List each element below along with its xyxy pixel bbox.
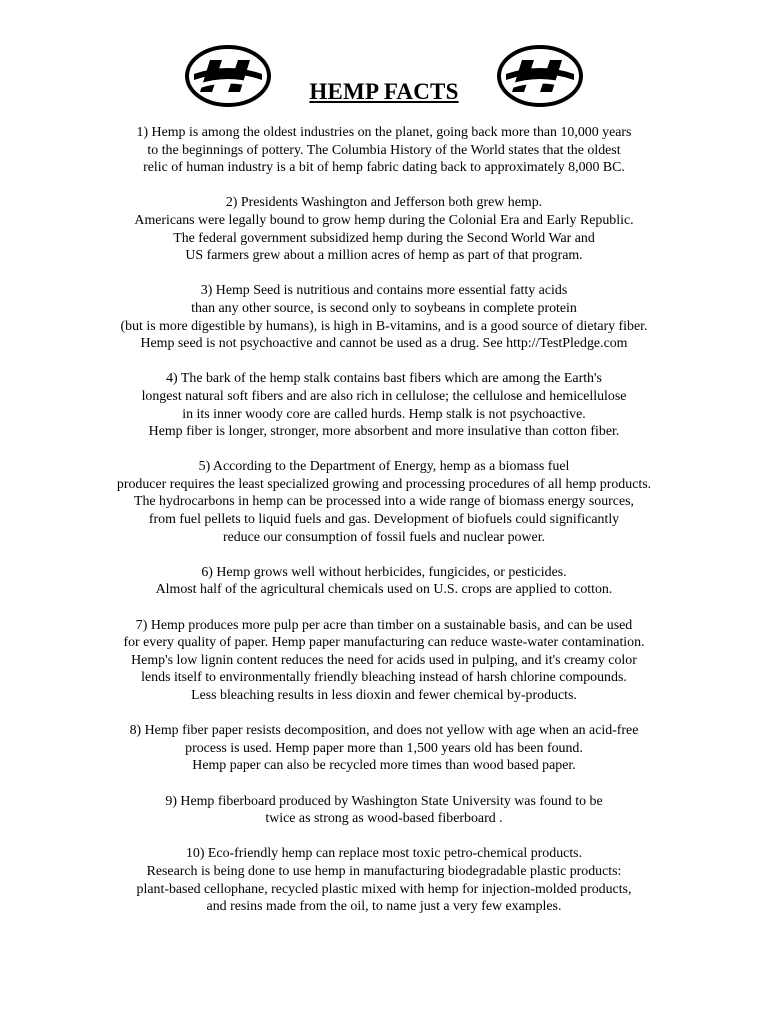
fact-line: 8) Hemp fiber paper resists decomposition, and does not yellow with age when an acid-free <box>129 723 639 739</box>
fact-line: The federal government subsidized hemp during the Second World War and <box>173 230 595 246</box>
fact-line: 1) Hemp is among the oldest industries on the planet, going back more than 10,000 years <box>136 125 632 140</box>
fact-line: 9) Hemp fiberboard produced by Washington State University was found to be <box>165 793 603 809</box>
fact-line: 7) Hemp produces more pulp per acre than timber on a sustainable basis, and can be used <box>135 617 633 633</box>
fact-line: (but is more digestible by humans), is high in B-vitamins, and is a good source of dietary fiber. <box>120 318 648 334</box>
fact-line: Hemp paper can also be recycled more times than wood based paper. <box>192 758 576 774</box>
fact-line: US farmers grew about a million acres of hemp as part of that program. <box>185 248 583 264</box>
fact-paragraph <box>40 617 728 705</box>
fact-line: 5) According to the Department of Energy, hemp as a biomass fuel <box>198 459 570 475</box>
fact-paragraph <box>40 194 728 264</box>
fact-paragraph <box>40 458 728 546</box>
fact-line: 6) Hemp grows well without herbicides, fungicides, or pesticides. <box>201 564 567 580</box>
fact-line: lends itself to environmentally friendly bleaching instead of harsh chlorine compounds. <box>141 670 627 686</box>
fact-line: Less bleaching results in less dioxin and fewer chemical by-products. <box>191 688 577 703</box>
fact-line: plant-based cellophane, recycled plastic mixed with hemp for injection-molded products, <box>136 881 632 897</box>
fact-line: in its inner woody core are called hurds. Hemp stalk is not psychoactive. <box>182 406 586 422</box>
page-title: HEMP FACTS <box>309 79 459 104</box>
fact-line: 10) Eco-friendly hemp can replace most toxic petro-chemical products. <box>185 846 583 862</box>
fact-line: 4) The bark of the hemp stalk contains bast fibers which are among the Earth's <box>166 371 602 387</box>
fact-line: Hemp's low lignin content reduces the need for acids used in pulping, and it's creamy color <box>131 652 637 668</box>
fact-paragraph <box>40 282 728 352</box>
fact-line: from fuel pellets to liquid fuels and gas. Development of biofuels could significantly <box>148 512 620 528</box>
fact-line: process is used. Hemp paper more than 1,500 years old has been found. <box>185 740 583 756</box>
fact-line: longest natural soft fibers and are also rich in cellulose; the cellulose and hemicellulose <box>141 388 627 404</box>
fact-line: twice as strong as wood-based fiberboard . <box>265 811 503 827</box>
fact-line: and resins made from the oil, to name just a very few examples. <box>206 899 562 915</box>
fact-line: than any other source, is second only to soybeans in complete protein <box>191 300 577 316</box>
fact-line: Hemp seed is not psychoactive and cannot be used as a drug. See http://TestPledge.com <box>140 336 628 352</box>
fact-line: 3) Hemp Seed is nutritious and contains more essential fatty acids <box>200 283 568 299</box>
fact-line: Almost half of the agricultural chemicals used on U.S. crops are applied to cotton. <box>155 582 613 598</box>
fact-line: Hemp fiber is longer, stronger, more absorbent and more insulative than cotton fiber. <box>148 424 620 440</box>
fact-paragraph <box>40 793 728 828</box>
fact-line: Americans were legally bound to grow hemp during the Colonial Era and Early Republic. <box>134 212 634 228</box>
fact-line: to the beginnings of pottery. The Columbia History of the World states that the oldest <box>147 142 621 158</box>
fact-line: reduce our consumption of fossil fuels and nuclear power. <box>222 529 546 545</box>
fact-paragraph <box>40 722 728 775</box>
fact-paragraph <box>40 564 728 599</box>
fact-line: 2) Presidents Washington and Jefferson both grew hemp. <box>225 195 543 211</box>
facts-list <box>40 124 728 933</box>
fact-line: relic of human industry is a bit of hemp fabric dating back to approximately 8,000 BC. <box>143 160 625 176</box>
fact-line: producer requires the least specialized growing and processing procedures of all hemp products. <box>116 476 652 492</box>
fact-line: for every quality of paper. Hemp paper manufacturing can reduce waste-water contamination. <box>123 635 645 651</box>
document-header <box>0 44 768 108</box>
fact-paragraph <box>40 370 728 440</box>
fact-paragraph <box>40 845 728 915</box>
fact-paragraph <box>40 124 728 177</box>
fact-line: The hydrocarbons in hemp can be processed into a wide range of biomass energy sources, <box>133 494 635 510</box>
fact-line: Research is being done to use hemp in manufacturing biodegradable plastic products: <box>146 863 622 879</box>
